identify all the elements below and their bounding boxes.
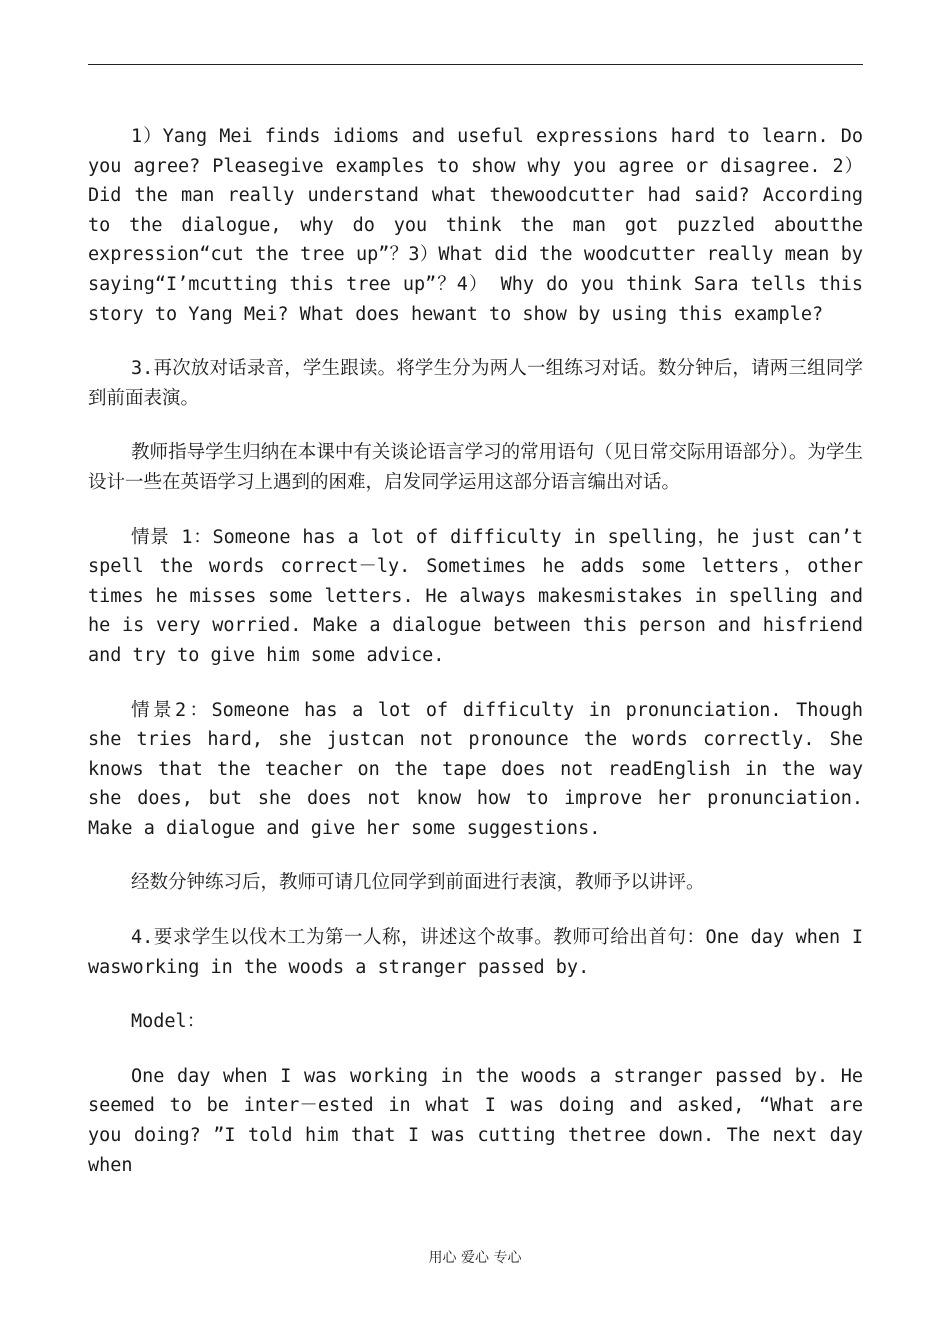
paragraph-questions: 1）Yang Mei finds idioms and useful expressions hard to learn. Do you agree? Pleasegive examples to show why you agree or disagree. 2）Did the man really understand what thewoodcutter had said? According to the dialogue, why do you think the man got puzzled aboutthe expression“cut the tree up”？3）What did the woodcutter really mean by saying“I’mcutting this tree up”？4） Why do you think Sara tells this story to Yang Mei? What does hewant to show by using this example? xyxy=(88,126,863,325)
paragraph-practice: 经数分钟练习后，教师可请几位同学到前面进行表演，教师予以讲评。 xyxy=(131,872,705,894)
paragraph-model-label: Model： xyxy=(131,1011,206,1033)
paragraph-scenario-2: 情景2：Someone has a lot of difficulty in pronunciation. Though she tries hard, she justcan not pronounce the words correctly. She knows that the teacher on the tape does not readEnglish in the way she does, but she does not know how to improve her pronunciation. Make a dialogue and give her some suggestions. xyxy=(88,699,863,839)
paragraph-scenario-1: 情景 1：Someone has a lot of difficulty in spelling，he just can’t spell the words correct－ly. Sometimes he adds some letters，other times he misses some letters. He always makesmistakes in spelling and he is very worried. Make a dialogue between this person and hisfriend and try to give him some advice. xyxy=(88,526,863,666)
page-footer: 用心 爱心 专心 xyxy=(428,1250,522,1266)
paragraph-model-text: One day when I was working in the woods a stranger passed by. He seemed to be inter－ested in what I was doing and asked, “What are you doing? ”I told him that I was cutting thetree down. The next day when xyxy=(88,1065,863,1176)
document-body xyxy=(88,122,863,1205)
header-rule xyxy=(88,64,863,65)
paragraph-step-4: 4.要求学生以伐木工为第一人称，讲述这个故事。教师可给出首句：One day when I wasworking in the woods a stranger passed by. xyxy=(88,927,863,978)
paragraph-teacher-guide: 教师指导学生归纳在本课中有关谈论语言学习的常用语句（见日常交际用语部分）。为学生设计一些在英语学习上遇到的困难，启发同学运用这部分语言编出对话。 xyxy=(88,442,863,493)
paragraph-step-3: 3.再次放对话录音，学生跟读。将学生分为两人一组练习对话。数分钟后，请两三组同学到前面表演。 xyxy=(88,358,863,409)
